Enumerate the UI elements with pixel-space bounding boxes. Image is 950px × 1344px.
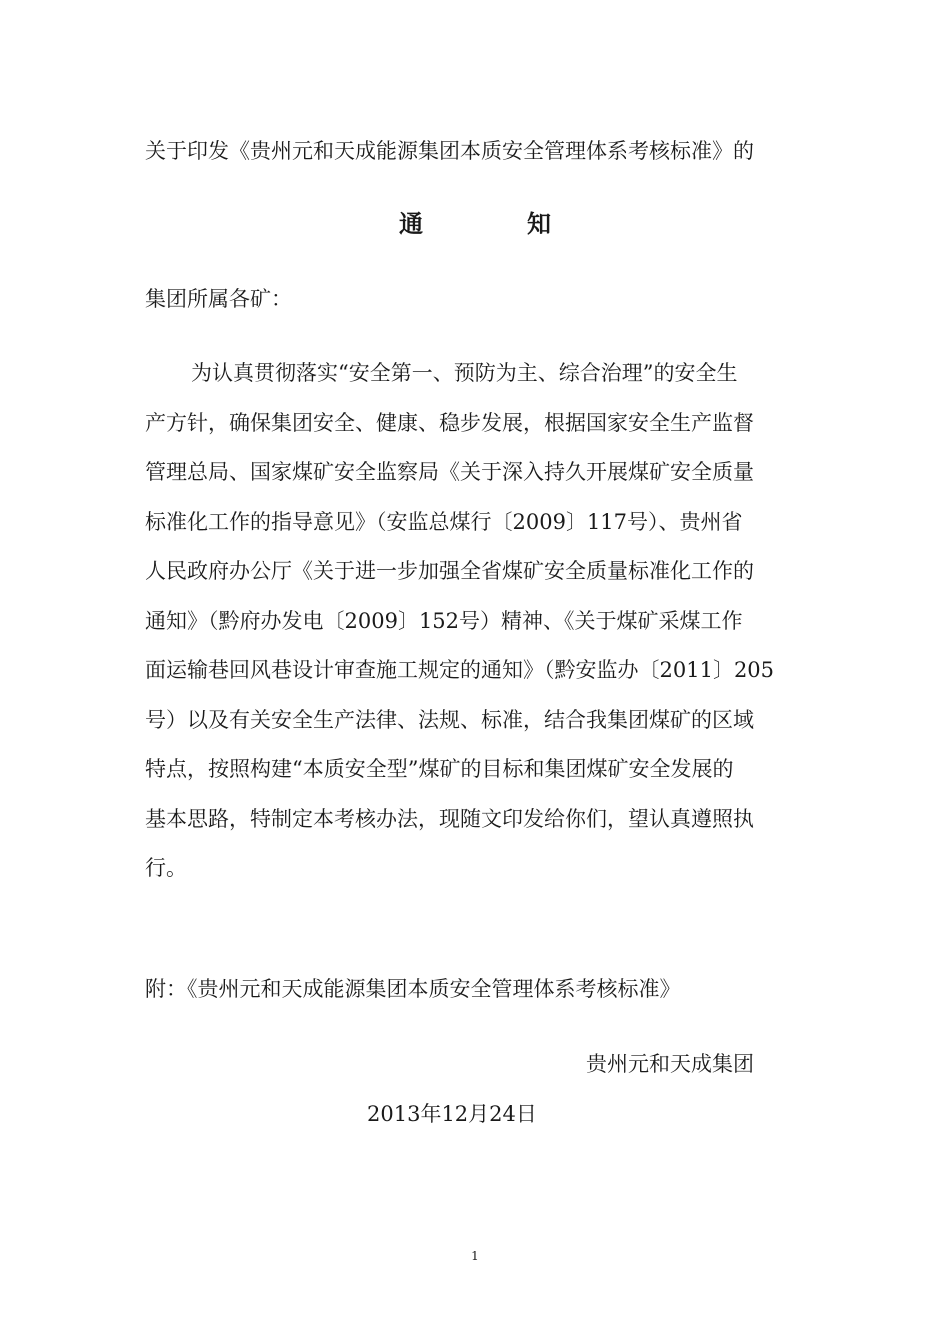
- body-line: 产方针，确保集团安全、健康、稳步发展，根据国家安全生产监督: [145, 410, 754, 435]
- notice-heading-char-2: 知: [527, 209, 551, 238]
- body-line: 管理总局、国家煤矿安全监察局《关于深入持久开展煤矿安全质量: [145, 460, 754, 484]
- body-line: 为认真贯彻落实“安全第一、预防为主、综合治理”的安全生: [191, 361, 738, 385]
- body-line: 标准化工作的指导意见》（安监总煤行〔2009〕117号）、贵州省: [145, 509, 743, 534]
- body-line: 人民政府办公厅《关于进一步加强全省煤矿安全质量标准化工作的: [145, 559, 754, 583]
- body-line: 基本思路，特制定本考核办法，现随文印发给你们，望认真遵照执: [145, 806, 754, 831]
- body-line: 面运输巷回风巷设计审查施工规定的通知》（黔安监办〔2011〕205: [145, 658, 775, 682]
- document-title-line: 关于印发《贵州元和天成能源集团本质安全管理体系考核标准》的: [145, 139, 754, 163]
- body-line: 通知》（黔府办发电〔2009〕152号）精神、《关于煤矿采煤工作: [145, 608, 743, 633]
- notice-heading: [0, 206, 950, 242]
- body-line: 特点，按照构建“本质安全型”煤矿的目标和集团煤矿安全发展的: [145, 757, 734, 781]
- document-date: 2013年12月24日: [367, 1102, 537, 1126]
- body-line: 号）以及有关安全生产法律、法规、标准，结合我集团煤矿的区域: [145, 707, 754, 732]
- attachment-line: 附：《贵州元和天成能源集团本质安全管理体系考核标准》: [145, 977, 681, 1001]
- signature-organization: 贵州元和天成集团: [586, 1052, 754, 1076]
- page-number: 1: [471, 1249, 479, 1263]
- notice-heading-char-1: 通: [399, 209, 423, 238]
- body-line: 行。: [145, 856, 187, 880]
- body-paragraph: [145, 349, 805, 894]
- salutation: 集团所属各矿：: [145, 287, 292, 311]
